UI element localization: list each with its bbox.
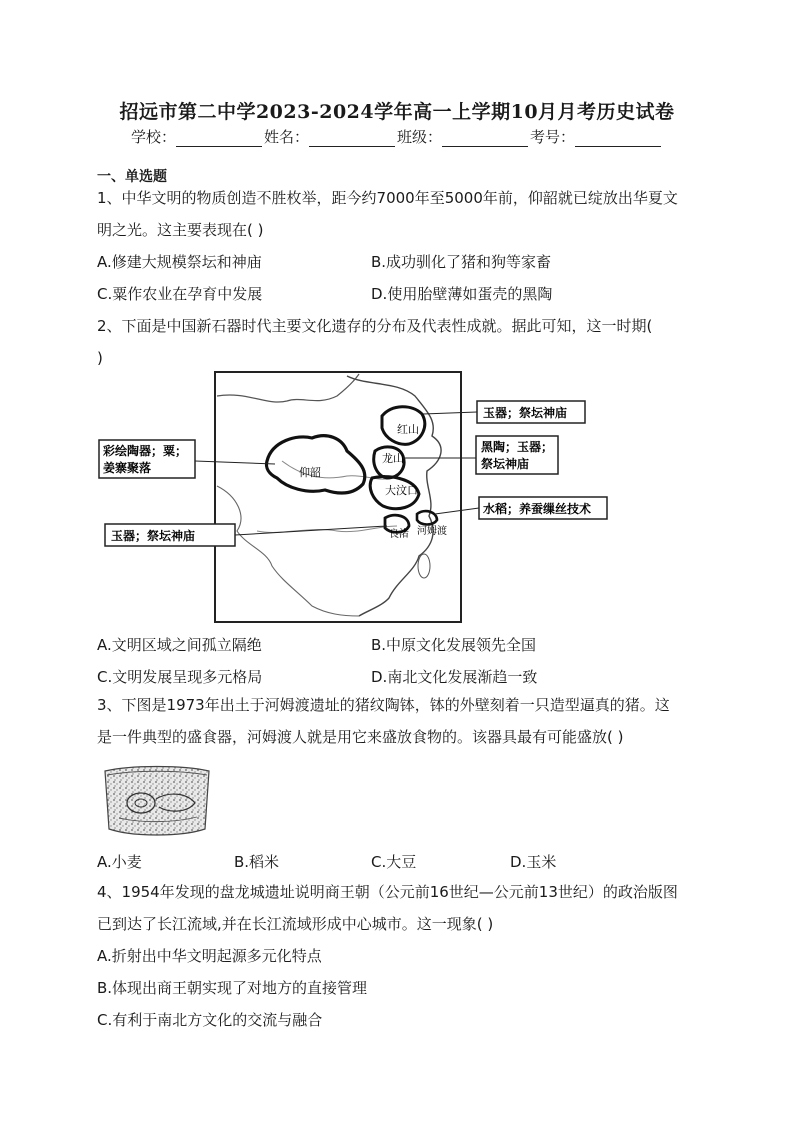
q3-option-b[interactable]: B.稻米: [234, 853, 280, 871]
label-hongshan: 玉器；祭坛神庙: [483, 406, 568, 420]
label-yangshao-2: 姜寨聚落: [103, 461, 152, 475]
q4-option-b[interactable]: B.体现出商王朝实现了对地方的直接管理: [97, 979, 368, 997]
question-4-line-2: 已到达了长江流域,并在长江流域形成中心城市。这一现象( ): [97, 915, 494, 933]
section-heading: 一、单选题: [97, 169, 167, 185]
label-longshan-1: 黑陶；玉器；: [481, 440, 554, 454]
q1-option-b[interactable]: B.成功驯化了猪和狗等家畜: [371, 253, 552, 271]
class-blank[interactable]: [442, 132, 528, 147]
question-3-line-1: 3、下图是1973年出土于河姆渡遗址的猪纹陶钵，钵的外壁刻着一只造型逼真的猪。这: [97, 696, 670, 714]
class-label: 班级：: [397, 128, 443, 146]
label-longshan-2: 祭坛神庙: [481, 457, 530, 471]
name-label: 姓名：: [263, 128, 309, 146]
q2-option-b[interactable]: B.中原文化发展领先全国: [371, 636, 537, 654]
q2-option-d[interactable]: D.南北文化发展渐趋一致: [371, 668, 538, 686]
question-2: [97, 310, 701, 374]
name-field[interactable]: [264, 126, 397, 147]
pig-pattern-pottery-bowl-image: [101, 763, 213, 839]
question-2-line-2: ): [97, 349, 103, 367]
school-field[interactable]: [131, 126, 264, 147]
map-frame: [215, 372, 461, 622]
exam-number-field[interactable]: [530, 126, 663, 147]
exam-number-label: 考号：: [530, 128, 576, 146]
school-blank[interactable]: [176, 132, 262, 147]
student-info-line: [0, 126, 794, 147]
question-4-line-1: 4、1954年发现的盘龙城遗址说明商王朝（公元前16世纪—公元前13世纪）的政治版图: [97, 883, 678, 901]
question-1-line-1: 1、中华文明的物质创造不胜枚举，距今约7000年至5000年前，仰韶就已绽放出华夏文: [97, 189, 678, 207]
q3-option-d[interactable]: D.玉米: [510, 853, 557, 871]
school-label: 学校：: [130, 128, 176, 146]
label-liangzhu: 玉器；祭坛神庙: [111, 529, 196, 543]
q4-option-a[interactable]: A.折射出中华文明起源多元化特点: [97, 947, 322, 965]
site-longshan: 龙山: [382, 452, 404, 465]
q1-option-a[interactable]: A.修建大规模祭坛和神庙: [97, 253, 262, 271]
label-yangshao-1: 彩绘陶器；粟；: [103, 444, 188, 458]
label-hemudu: 水稻；养蚕缫丝技术: [483, 502, 592, 516]
q3-option-a[interactable]: A.小麦: [97, 853, 142, 871]
q2-option-a[interactable]: A.文明区域之间孤立隔绝: [97, 636, 262, 654]
site-yangshao: 仰韶: [299, 466, 321, 479]
q4-option-c[interactable]: C.有利于南北方文化的交流与融合: [97, 1011, 323, 1029]
question-3: [97, 689, 701, 753]
question-1: [97, 182, 701, 246]
question-1-line-2: 明之光。这主要表现在( ): [97, 221, 264, 239]
class-field[interactable]: [397, 126, 530, 147]
question-3-line-2: 是一件典型的盛食器，河姆渡人就是用它来盛放食物的。该器具最有可能盛放( ): [97, 728, 624, 746]
neolithic-culture-map: [97, 366, 617, 628]
question-4: [97, 876, 701, 940]
page-title: 招远市第二中学2023-2024学年高一上学期10月月考历史试卷: [119, 101, 675, 123]
q2-option-c[interactable]: C.文明发展呈现多元格局: [97, 668, 263, 686]
exam-number-blank[interactable]: [575, 132, 661, 147]
site-liangzhu: 良渚: [389, 529, 409, 540]
question-2-line-1: 2、下面是中国新石器时代主要文化遗存的分布及代表性成就。据此可知，这一时期(: [97, 317, 653, 335]
site-dawenkou: 大汶口: [385, 484, 418, 497]
q1-option-d[interactable]: D.使用胎壁薄如蛋壳的黑陶: [371, 285, 553, 303]
q1-option-c[interactable]: C.粟作农业在孕育中发展: [97, 285, 263, 303]
name-blank[interactable]: [309, 132, 395, 147]
site-hemudu: 河姆渡: [417, 526, 447, 537]
q3-option-c[interactable]: C.大豆: [371, 853, 417, 871]
site-hongshan: 红山: [397, 423, 419, 436]
